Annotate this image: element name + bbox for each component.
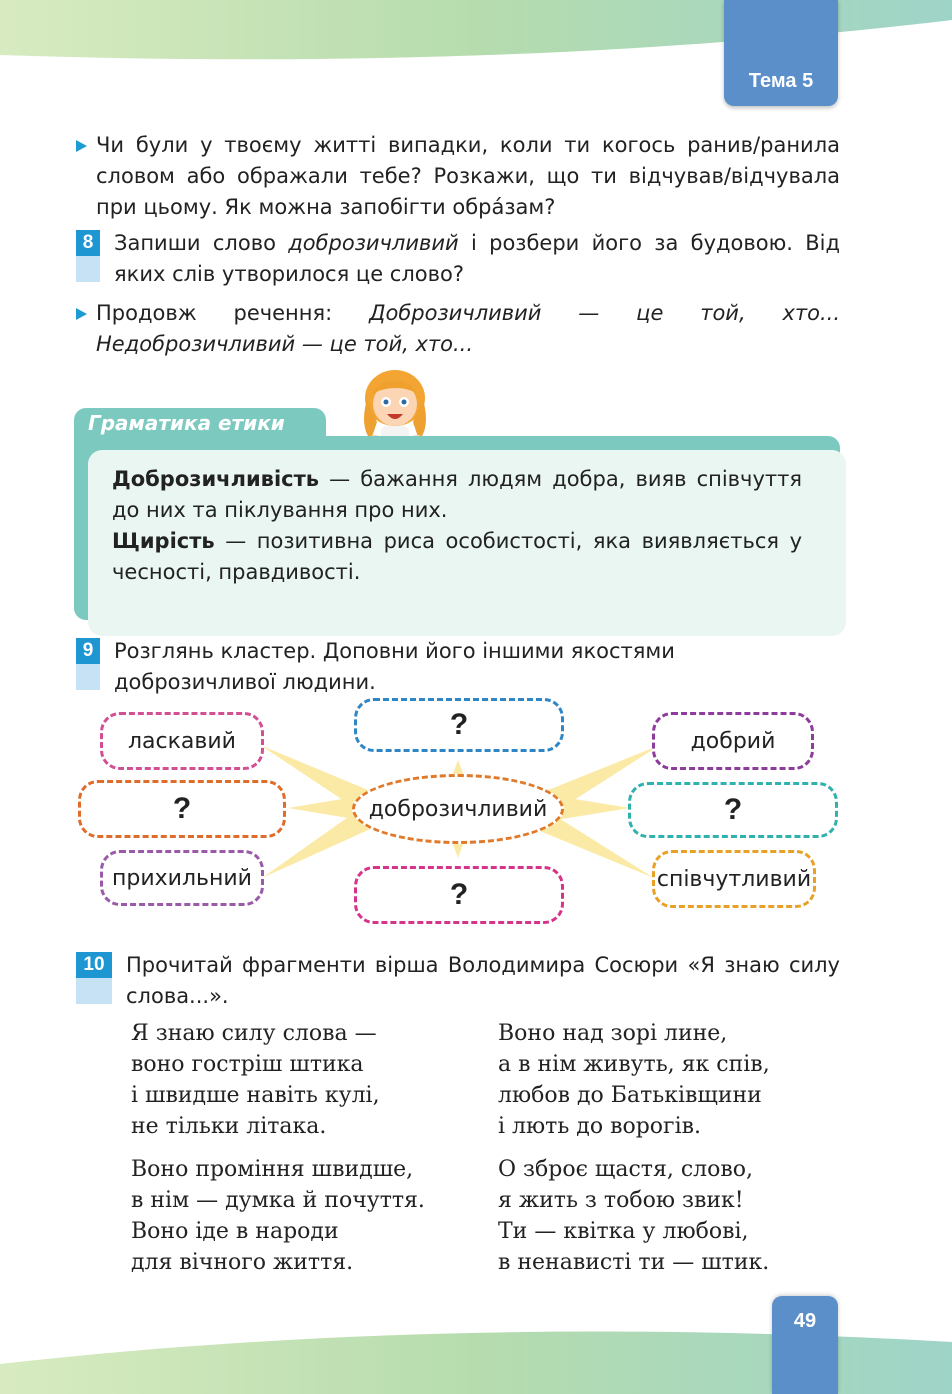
page-number-tab	[772, 1296, 838, 1394]
cluster-node-top-left: ласкавий	[100, 712, 264, 770]
task-number: 10	[76, 952, 112, 978]
poem-left-stanza-2	[131, 1154, 425, 1278]
poem-line: Воно проміння швидше,	[131, 1157, 414, 1182]
page-number: 49	[793, 1310, 817, 1332]
q2-lead: Продовж речення:	[96, 301, 370, 325]
cluster-node-mid-right[interactable]: ?	[628, 782, 838, 838]
task-number-badge	[76, 952, 112, 1004]
poem-line: для вічного життя.	[131, 1250, 354, 1275]
bullet-arrow-icon	[76, 140, 87, 152]
question-text	[96, 298, 840, 360]
cluster-node-top-right: добрий	[652, 712, 814, 770]
poem-line: воно гостріш штика	[131, 1052, 364, 1077]
definition-text	[112, 464, 802, 588]
task8-text-part1: Запиши слово	[114, 231, 289, 255]
poem-line: і швидше навіть кулі,	[131, 1083, 380, 1108]
task8-text-part2: і розбери його за будовою. Від яких слів утворилося це слово?	[114, 231, 841, 286]
poem-line: Я знаю силу слова —	[131, 1021, 377, 1046]
poem-right-stanza-1	[498, 1018, 770, 1142]
task9-text: Розглянь кластер. Доповни його іншими якостями доброзичливої людини.	[114, 639, 675, 694]
poem-line: любов до Батьківщини	[498, 1083, 762, 1108]
definition-sincerity: — позитивна риса особистості, яка виявляється у чесності, правдивості.	[112, 529, 802, 584]
task10-text: Прочитай фрагменти вірша Володимира Сосюри «Я знаю силу слова...».	[126, 953, 840, 1008]
grammar-title: Граматика етики	[88, 411, 285, 435]
poem-line: Воно іде в народи	[131, 1219, 339, 1244]
poem-line: в нім — думка й почуття.	[131, 1188, 425, 1213]
cluster-node-mid-left[interactable]: ?	[78, 780, 286, 838]
cluster-node-bottom-center[interactable]: ?	[354, 866, 564, 924]
task-number-badge	[76, 230, 100, 282]
task8-word: доброзичливий	[288, 231, 459, 255]
bullet-arrow-icon	[76, 308, 87, 320]
poem-right-stanza-2	[498, 1154, 769, 1278]
poem-line: Ти — квітка у любові,	[498, 1219, 749, 1244]
poem-line: не тільки літака.	[131, 1114, 327, 1139]
cluster-node-bottom-left: прихильний	[100, 850, 264, 906]
task-number-badge	[76, 638, 100, 690]
task-number: 8	[76, 230, 100, 256]
poem-line: в ненависті ти — штик.	[498, 1250, 770, 1275]
poem-line: і лють до ворогів.	[498, 1114, 701, 1139]
cluster-node-top-center[interactable]: ?	[354, 698, 564, 752]
term-sincerity: Щирість	[112, 529, 215, 553]
term-kindness: Доброзичливість	[112, 467, 320, 491]
task8-text	[114, 228, 840, 290]
cluster-center: доброзичливий	[352, 774, 564, 844]
poem-line: Воно над зорі лине,	[498, 1021, 728, 1046]
topic-tab	[724, 0, 838, 106]
q2-italic: Доброзичливий — це той, хто... Недоброзичливий — це той, хто...	[96, 301, 841, 356]
poem-left-stanza-1	[131, 1018, 380, 1142]
definition-kindness: — бажання людям добра, вияв співчуття до них та піклування про них.	[112, 467, 802, 522]
task-number: 9	[76, 638, 100, 664]
cluster-node-bottom-right: співчутливий	[652, 850, 816, 908]
poem-line: я жить з тобою звик!	[498, 1188, 744, 1213]
poem-line: а в нім живуть, як спів,	[498, 1052, 770, 1077]
question-text: Чи були у твоєму житті випадки, коли ти когось ранив/ранила словом або ображали тебе? Розкажи, що ти відчував/відчувала при цьому. Як можна запобігти обра́зам?	[96, 133, 840, 219]
poem-line: О зброє щастя, слово,	[498, 1157, 754, 1182]
topic-tab-label: Тема 5	[748, 70, 814, 92]
